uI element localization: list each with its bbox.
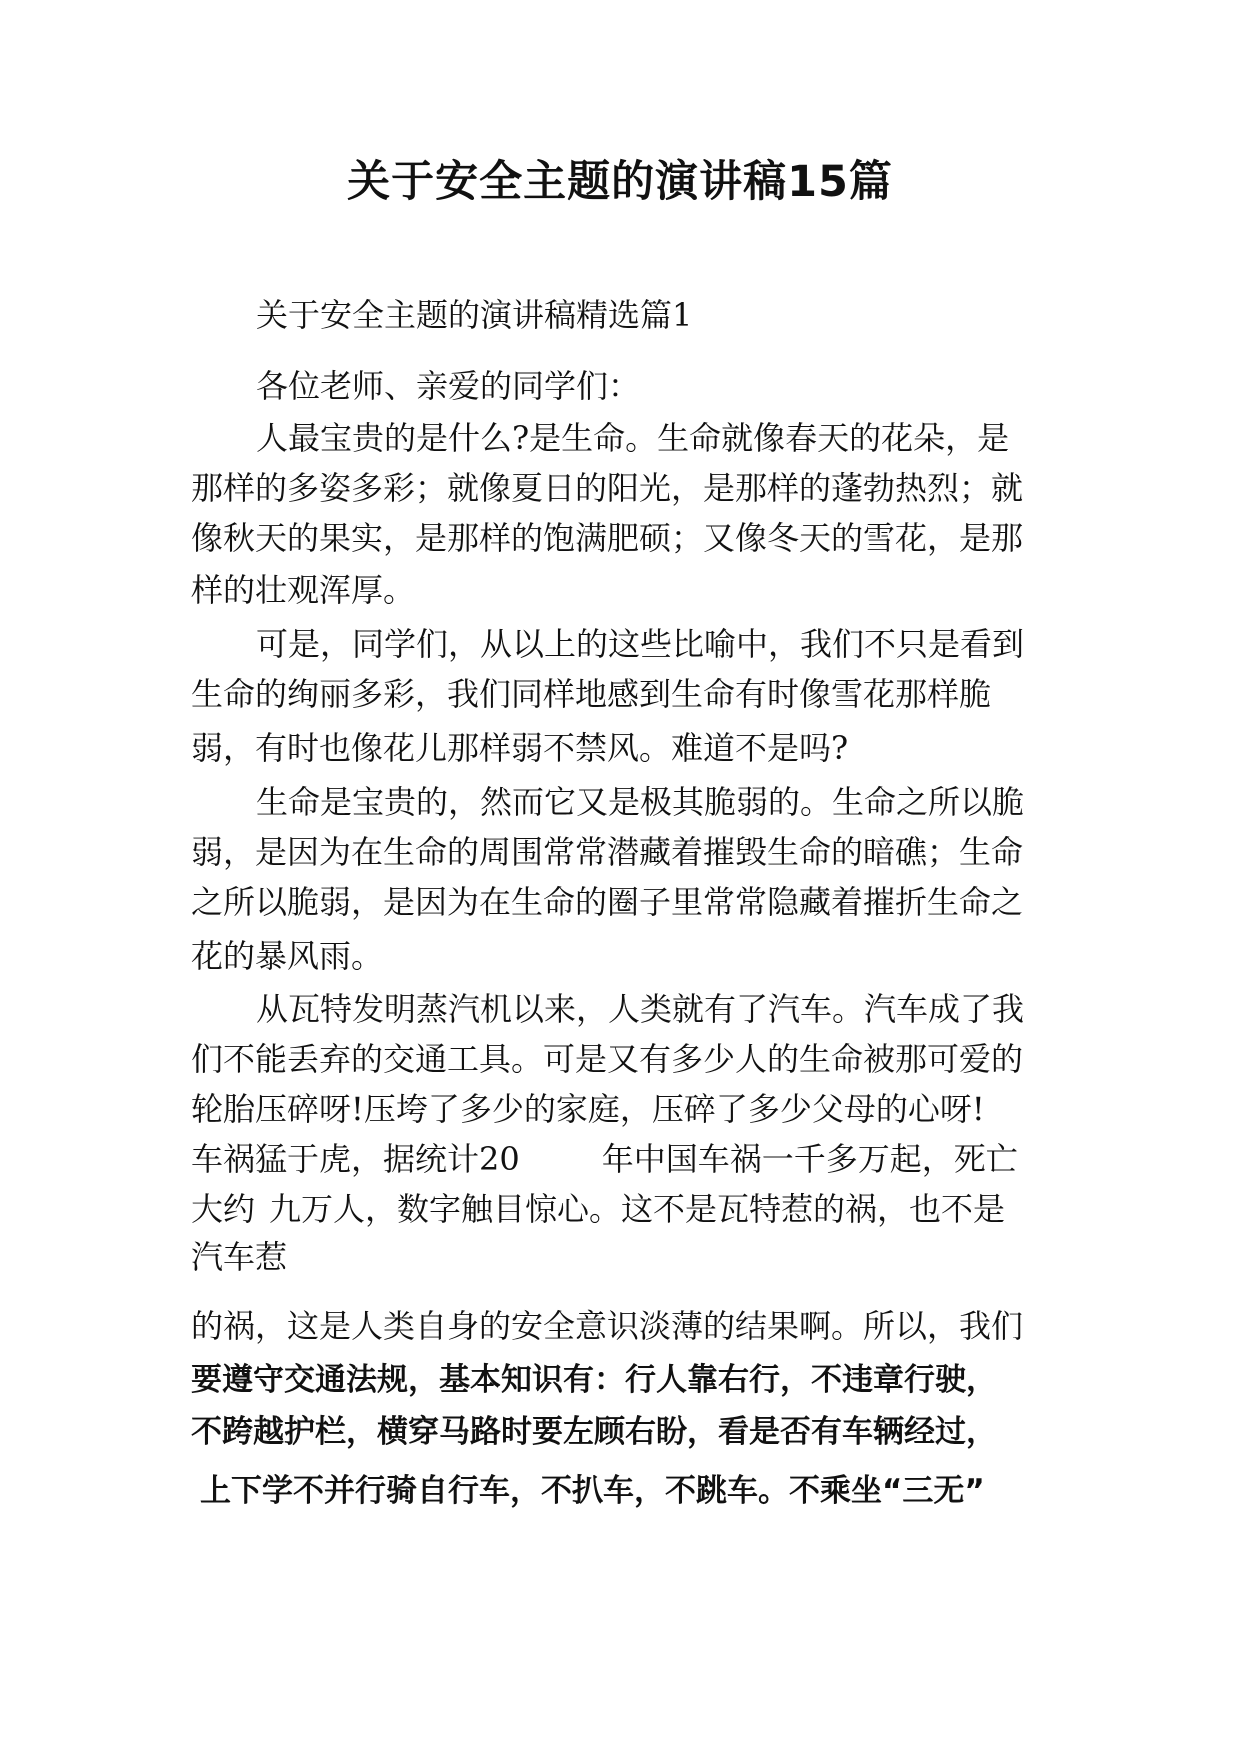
paragraph-line: 的祸，这是人类自身的安全意识淡薄的结果啊。所以，我们 <box>191 1307 1024 1345</box>
paragraph-line <box>191 1187 1005 1231</box>
paragraph-fragment: 九万人，数字触目惊心。这不是瓦特惹的祸，也不是 <box>269 1190 1006 1228</box>
paragraph-line: 人最宝贵的是什么?是生命。生命就像春天的花朵，是 <box>256 419 1010 457</box>
section-heading: 关于安全主题的演讲稿精选篇1 <box>256 296 693 334</box>
paragraph-line-bold: 要遵守交通法规，基本知识有：行人靠右行，不违章行驶， <box>191 1362 997 1398</box>
paragraph-line <box>191 1137 1018 1181</box>
paragraph-line: 之所以脆弱，是因为在生命的圈子里常常隐藏着摧折生命之 <box>191 883 1024 921</box>
paragraph-line: 弱，是因为在生命的周围常常潜藏着摧毁生命的暗礁；生命 <box>191 833 1024 871</box>
paragraph-line: 们不能丢弃的交通工具。可是又有多少人的生命被那可爱的 <box>191 1040 1024 1078</box>
paragraph-line: 从瓦特发明蒸汽机以来，人类就有了汽车。汽车成了我 <box>256 990 1025 1028</box>
document-title: 关于安全主题的演讲稿15篇 <box>347 157 893 207</box>
paragraph-fragment: 年中国车祸一千多万起，死亡 <box>601 1140 1018 1178</box>
paragraph-fragment: 车祸猛于虎，据统计20 <box>191 1140 520 1178</box>
paragraph-line: 轮胎压碎呀!压垮了多少的家庭，压碎了多少父母的心呀! <box>191 1090 985 1128</box>
paragraph-line: 样的壮观浑厚。 <box>191 571 416 609</box>
paragraph-line: 汽车惹 <box>191 1238 288 1276</box>
paragraph-line: 那样的多姿多彩；就像夏日的阳光，是那样的蓬勃热烈；就 <box>191 469 1024 507</box>
paragraph-line: 可是，同学们，从以上的这些比喻中，我们不只是看到 <box>256 625 1025 663</box>
paragraph-line: 花的暴风雨。 <box>191 937 384 975</box>
paragraph-line: 生命的绚丽多彩，我们同样地感到生命有时像雪花那样脆 <box>191 675 992 713</box>
paragraph-line: 弱，有时也像花儿那样弱不禁风。难道不是吗? <box>191 729 849 767</box>
greeting: 各位老师、亲爱的同学们： <box>256 367 641 405</box>
paragraph-line-bold: 不跨越护栏，横穿马路时要左顾右盼，看是否有车辆经过， <box>191 1414 997 1450</box>
paragraph-fragment: 大约 <box>191 1190 256 1228</box>
paragraph-line-bold: 上下学不并行骑自行车，不扒车，不跳车。不乘坐“三无” <box>200 1473 985 1509</box>
paragraph-line: 生命是宝贵的，然而它又是极其脆弱的。生命之所以脆 <box>256 783 1025 821</box>
paragraph-line: 像秋天的果实，是那样的饱满肥硕；又像冬天的雪花，是那 <box>191 519 1024 557</box>
